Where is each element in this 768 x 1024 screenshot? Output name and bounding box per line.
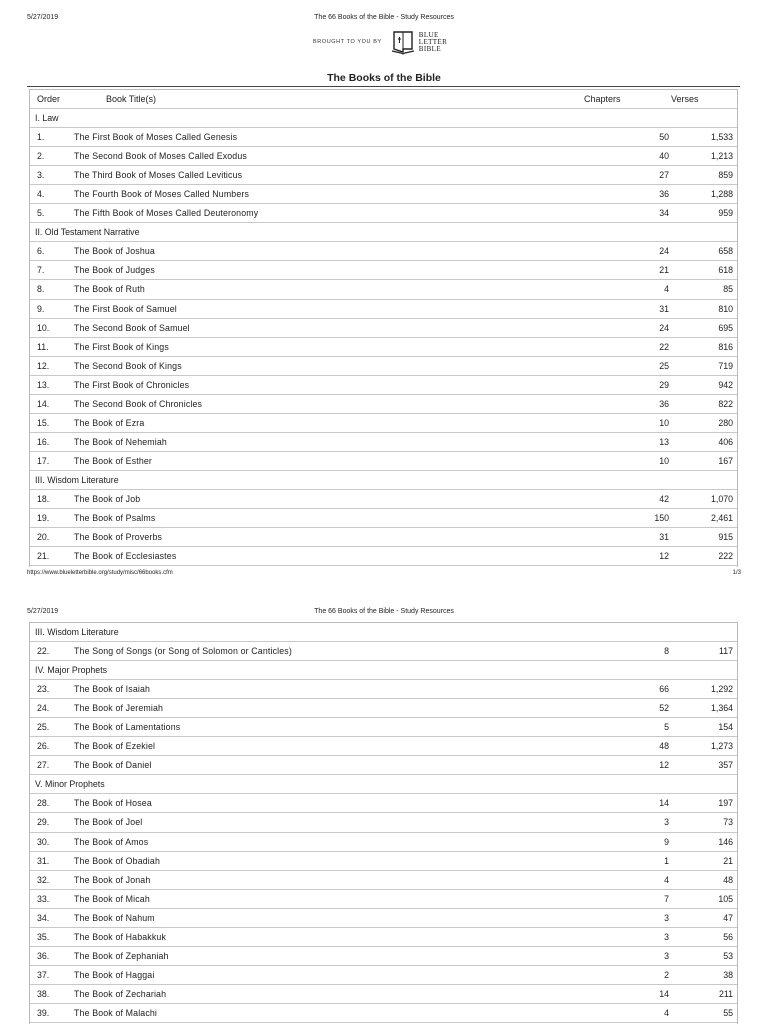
chapter-count: 3 [664,912,669,923]
verse-count: 959 [718,208,733,219]
table-header [30,90,737,109]
print-date: 5/27/2019 [27,14,59,21]
table-row [30,166,737,185]
book-title: The First Book of Samuel [74,303,177,314]
footer-url[interactable]: https://www.blueletterbible.org/study/misc/66books.cfm [27,570,173,576]
table-row [30,699,737,718]
book-order: 32. [37,874,50,885]
table-row [30,928,737,947]
chapter-count: 14 [659,798,669,809]
book-order: 28. [37,798,50,809]
book-title: The Book of Proverbs [74,532,163,543]
table-row [30,490,737,509]
verse-count: 1,273 [710,741,733,752]
section-row [30,775,737,794]
book-order: 35. [37,931,50,942]
book-order: 17. [37,455,50,466]
table-row [30,1004,737,1023]
book-order: 38. [37,988,50,999]
chapter-count: 66 [659,684,669,695]
book-title: The Second Book of Moses Called Exodus [74,151,247,162]
table-row [30,319,737,338]
book-order: 19. [37,513,50,524]
book-order: 1. [37,132,45,143]
book-order: 10. [37,322,50,333]
chapter-count: 12 [659,551,669,562]
table-row [30,280,737,299]
book-title: The First Book of Moses Called Genesis [74,132,238,143]
chapter-count: 25 [659,360,669,371]
chapter-count: 8 [664,646,669,657]
title-rule [27,86,740,87]
verse-count: 915 [718,532,733,543]
book-title: The Book of Esther [74,455,153,466]
book-title: The First Book of Kings [74,341,169,352]
book-order: 4. [37,189,45,200]
section-label: IV. Major Prophets [35,665,108,676]
blue-letter-bible-logo: BLUE LETTER BIBLE [418,30,448,53]
book-order: 12. [37,360,50,371]
verse-count: 1,288 [710,189,733,200]
table-row [30,813,737,832]
chapter-count: 3 [664,950,669,961]
book-title: The Fourth Book of Moses Called Numbers [74,189,250,200]
book-title: The Book of Malachi [74,1007,158,1018]
chapter-count: 42 [659,493,669,504]
chapter-count: 48 [659,741,669,752]
verse-count: 48 [723,874,733,885]
page-2 [0,590,768,1024]
blb-banner[interactable] [313,28,447,56]
table-row [30,756,737,775]
book-order: 37. [37,969,50,980]
verse-count: 55 [723,1007,733,1018]
chapter-count: 31 [659,532,669,543]
book-title: The Book of Jonah [74,874,151,885]
table-row [30,871,737,890]
section-label: I. Law [35,113,59,124]
footer-page-number: 1/3 [732,570,741,576]
chapter-count: 2 [664,969,669,980]
col-title-header: Book Title(s) [106,94,157,104]
verse-count: 1,533 [710,132,733,143]
table-row [30,128,737,147]
book-order: 31. [37,855,50,866]
book-order: 27. [37,760,50,771]
chapter-count: 24 [659,246,669,257]
book-title: The Second Book of Kings [74,360,182,371]
table-row [30,261,737,280]
book-order: 11. [37,341,49,352]
book-title: The Book of Ruth [74,284,145,295]
book-order: 3. [37,170,45,181]
book-title: The Book of Lamentations [74,722,181,733]
book-order: 39. [37,1007,50,1018]
table-row [30,947,737,966]
section-label: III. Wisdom Literature [35,474,119,485]
chapter-count: 5 [664,722,669,733]
table-row [30,680,737,699]
book-title: The Book of Nahum [74,912,155,923]
section-label: III. Wisdom Literature [35,627,119,637]
col-chapters-header: Chapters [584,94,621,104]
verse-count: 211 [718,988,733,999]
verse-count: 73 [723,817,733,828]
table-row [30,452,737,471]
verse-count: 117 [718,646,733,657]
book-order: 14. [37,398,50,409]
verse-count: 1,213 [710,151,733,162]
verse-count: 816 [718,341,733,352]
verse-count: 658 [718,246,733,257]
book-title: The Book of Jeremiah [74,703,164,714]
table-row [30,642,737,661]
book-order: 23. [37,684,50,695]
chapter-count: 3 [664,931,669,942]
table-row [30,718,737,737]
book-order: 25. [37,722,50,733]
verse-count: 406 [718,436,733,447]
book-order: 16. [37,436,50,447]
table-row [30,737,737,756]
book-title: The Book of Job [74,493,141,504]
book-order: 2. [37,151,45,162]
table-row [30,509,737,528]
verse-count: 105 [718,893,733,904]
chapter-count: 14 [659,988,669,999]
chapter-count: 4 [664,874,669,885]
table-row [30,890,737,909]
verse-count: 222 [718,551,733,562]
chapter-count: 31 [659,303,669,314]
print-header-title: The 66 Books of the Bible - Study Resources [314,14,454,21]
book-order: 36. [37,950,50,961]
verse-count: 810 [718,303,733,314]
table-row [30,528,737,547]
table-row [30,376,737,395]
verse-count: 38 [723,969,733,980]
books-table [29,89,738,567]
book-order: 26. [37,741,50,752]
book-order: 34. [37,912,50,923]
verse-count: 357 [718,760,733,771]
chapter-count: 22 [659,341,669,352]
chapter-count: 36 [659,398,669,409]
chapter-count: 40 [659,151,669,162]
chapter-count: 10 [659,455,669,466]
book-title: The Book of Ezekiel [74,741,156,752]
book-title: The Book of Isaiah [74,684,151,695]
book-order: 29. [37,817,50,828]
book-title: The Book of Psalms [74,513,156,524]
table-row [30,242,737,261]
book-order: 8. [37,284,45,295]
verse-count: 53 [723,950,733,961]
verse-count: 146 [718,836,733,847]
book-title: The Book of Zephaniah [74,950,169,961]
verse-count: 1,364 [710,703,733,714]
book-order: 22. [37,646,50,657]
book-title: The Second Book of Samuel [74,322,190,333]
verse-count: 47 [723,912,733,923]
section-row [30,471,737,490]
chapter-count: 29 [659,379,669,390]
books-table [29,622,738,1024]
table-row [30,204,737,223]
book-title: The Book of Micah [74,893,150,904]
chapter-count: 36 [659,189,669,200]
book-title: The Book of Daniel [74,760,152,771]
book-title: The Book of Zechariah [74,988,167,999]
chapter-count: 10 [659,417,669,428]
book-order: 30. [37,836,50,847]
book-order: 6. [37,246,45,257]
book-title: The Book of Haggai [74,969,155,980]
chapter-count: 21 [659,265,669,276]
book-title: The Book of Amos [74,836,149,847]
table-row [30,909,737,928]
table-row [30,395,737,414]
book-title: The Song of Songs (or Song of Solomon or Canticles) [74,646,292,657]
open-bible-icon [390,29,416,55]
table-row [30,833,737,852]
verse-count: 21 [723,855,733,866]
table-row [30,852,737,871]
print-header-title: The 66 Books of the Bible - Study Resources [314,608,454,615]
book-order: 33. [37,893,50,904]
book-title: The Book of Nehemiah [74,436,167,447]
book-title: The Book of Hosea [74,798,152,809]
book-title: The Book of Obadiah [74,855,160,866]
chapter-count: 9 [664,836,669,847]
book-order: 9. [37,303,45,314]
chapter-count: 4 [664,284,669,295]
section-row [30,109,737,128]
book-order: 20. [37,532,50,543]
table-row [30,300,737,319]
book-title: The Second Book of Chronicles [74,398,203,409]
verse-count: 1,292 [710,684,733,695]
book-title: The Book of Joel [74,817,143,828]
book-title: The Book of Habakkuk [74,931,166,942]
chapter-count: 27 [659,170,669,181]
verse-count: 618 [718,265,733,276]
chapter-count: 150 [654,513,669,524]
table-row [30,357,737,376]
book-order: 7. [37,265,45,276]
book-title: The Book of Judges [74,265,155,276]
section-label: V. Minor Prophets [35,779,105,790]
book-title: The Third Book of Moses Called Leviticus [74,170,243,181]
col-order-header: Order [37,94,61,104]
verse-count: 822 [718,398,733,409]
book-order: 18. [37,493,50,504]
table-row [30,966,737,985]
section-label: II. Old Testament Narrative [35,227,140,238]
table-row [30,985,737,1004]
document-title: The Books of the Bible [327,72,441,84]
verse-count: 2,461 [710,513,733,524]
table-row [30,794,737,813]
chapter-count: 1 [664,855,669,866]
book-order: 21. [37,551,50,562]
book-order: 5. [37,208,45,219]
verse-count: 167 [718,455,733,466]
section-row [30,623,737,642]
chapter-count: 13 [659,436,669,447]
verse-count: 942 [718,379,733,390]
verse-count: 280 [718,417,733,428]
verse-count: 859 [718,170,733,181]
book-order: 24. [37,703,50,714]
table-row [30,547,737,566]
book-order: 13. [37,379,50,390]
verse-count: 719 [718,360,733,371]
verse-count: 56 [723,931,733,942]
chapter-count: 24 [659,322,669,333]
book-title: The Book of Ezra [74,417,145,428]
verse-count: 154 [718,722,733,733]
section-row [30,661,737,680]
book-title: The Fifth Book of Moses Called Deuteronomy [74,208,259,219]
table-row [30,414,737,433]
verse-count: 85 [723,284,733,295]
book-title: The Book of Ecclesiastes [74,551,177,562]
table-row [30,147,737,166]
book-title: The Book of Joshua [74,246,155,257]
chapter-count: 7 [664,893,669,904]
brought-by-label: BROUGHT TO YOU BY [313,39,382,45]
table-row [30,338,737,357]
chapter-count: 12 [659,760,669,771]
chapter-count: 4 [664,1007,669,1018]
section-row [30,223,737,242]
table-row [30,185,737,204]
verse-count: 1,070 [710,493,733,504]
chapter-count: 34 [659,208,669,219]
chapter-count: 3 [664,817,669,828]
col-verses-header: Verses [671,94,699,104]
book-title: The First Book of Chronicles [74,379,190,390]
print-date: 5/27/2019 [27,608,59,615]
chapter-count: 50 [659,132,669,143]
verse-count: 695 [718,322,733,333]
verse-count: 197 [718,798,733,809]
book-order: 15. [37,417,50,428]
table-row [30,433,737,452]
chapter-count: 52 [659,703,669,714]
